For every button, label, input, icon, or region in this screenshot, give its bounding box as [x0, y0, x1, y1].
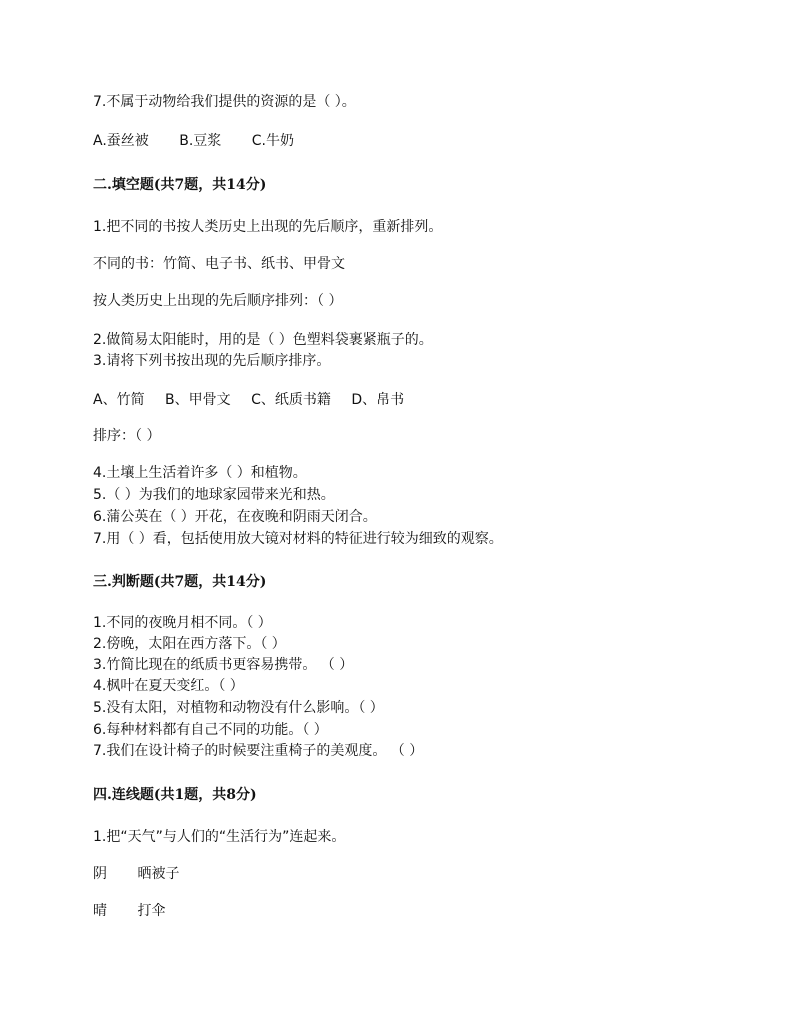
weather-label: 阴 [93, 866, 107, 882]
section-2-q6: 6.蒲公英在（ ）开花，在夜晚和阴雨天闭合。 [93, 509, 377, 525]
question-7-top: 7.不属于动物给我们提供的资源的是（ ）。 [93, 94, 356, 110]
section-2-q3: 3.请将下列书按出现的先后顺序排序。 [93, 353, 331, 369]
section-2-q3-options [93, 390, 404, 410]
section-2-q4: 4.土壤上生活着许多（ ）和植物。 [93, 465, 307, 481]
section-2-q1-order: 按人类历史上出现的先后顺序排列：（ ） [93, 293, 343, 309]
section-2-q2: 2.做简易太阳能时，用的是（ ）色塑料袋裹紧瓶子的。 [93, 332, 433, 348]
section-4-q1: 1.把“天气”与人们的“生活行为”连起来。 [93, 829, 346, 845]
section-2-heading: 二.填空题(共7题，共14分) [93, 177, 267, 193]
section-3-item-6: 6.每种材料都有自己不同的功能。（ ） [93, 722, 328, 738]
option-c: C.牛奶 [251, 133, 294, 149]
option-a: A.蚕丝被 [93, 133, 149, 149]
section-3-heading: 三.判断题(共7题，共14分) [93, 574, 267, 590]
section-3-item-2: 2.傍晚，太阳在西方落下。（ ） [93, 636, 286, 652]
matching-row-2 [93, 901, 165, 921]
option-a: A、竹简 [93, 392, 145, 408]
action-label: 打伞 [137, 903, 166, 919]
section-3-item-1: 1.不同的夜晚月相不同。（ ） [93, 615, 272, 631]
option-b: B、甲骨文 [165, 392, 231, 408]
section-3-item-3: 3.竹简比现在的纸质书更容易携带。 （ ） [93, 657, 354, 673]
question-7-top-options [93, 131, 294, 151]
option-d: D、帛书 [351, 392, 405, 408]
section-2-q7: 7.用（ ）看，包括使用放大镜对材料的特征进行较为细致的观察。 [93, 531, 503, 547]
option-b: B.豆浆 [179, 133, 222, 149]
section-2-q5: 5.（ ）为我们的地球家园带来光和热。 [93, 487, 335, 503]
section-3-item-7: 7.我们在设计椅子的时候要注重椅子的美观度。 （ ） [93, 743, 424, 759]
weather-label: 晴 [93, 903, 107, 919]
action-label: 晒被子 [137, 866, 180, 882]
section-3-item-4: 4.枫叶在夏天变红。（ ） [93, 678, 244, 694]
option-c: C、纸质书籍 [251, 392, 331, 408]
section-2-q1: 1.把不同的书按人类历史上出现的先后顺序，重新排列。 [93, 219, 443, 235]
section-4-heading: 四.连线题(共1题，共8分) [93, 787, 257, 803]
section-2-q3-order: 排序：（ ） [93, 428, 161, 444]
matching-row-1 [93, 864, 179, 884]
section-3-item-5: 5.没有太阳，对植物和动物没有什么影响。（ ） [93, 700, 384, 716]
section-2-q1-books: 不同的书：竹简、电子书、纸书、甲骨文 [93, 256, 345, 272]
